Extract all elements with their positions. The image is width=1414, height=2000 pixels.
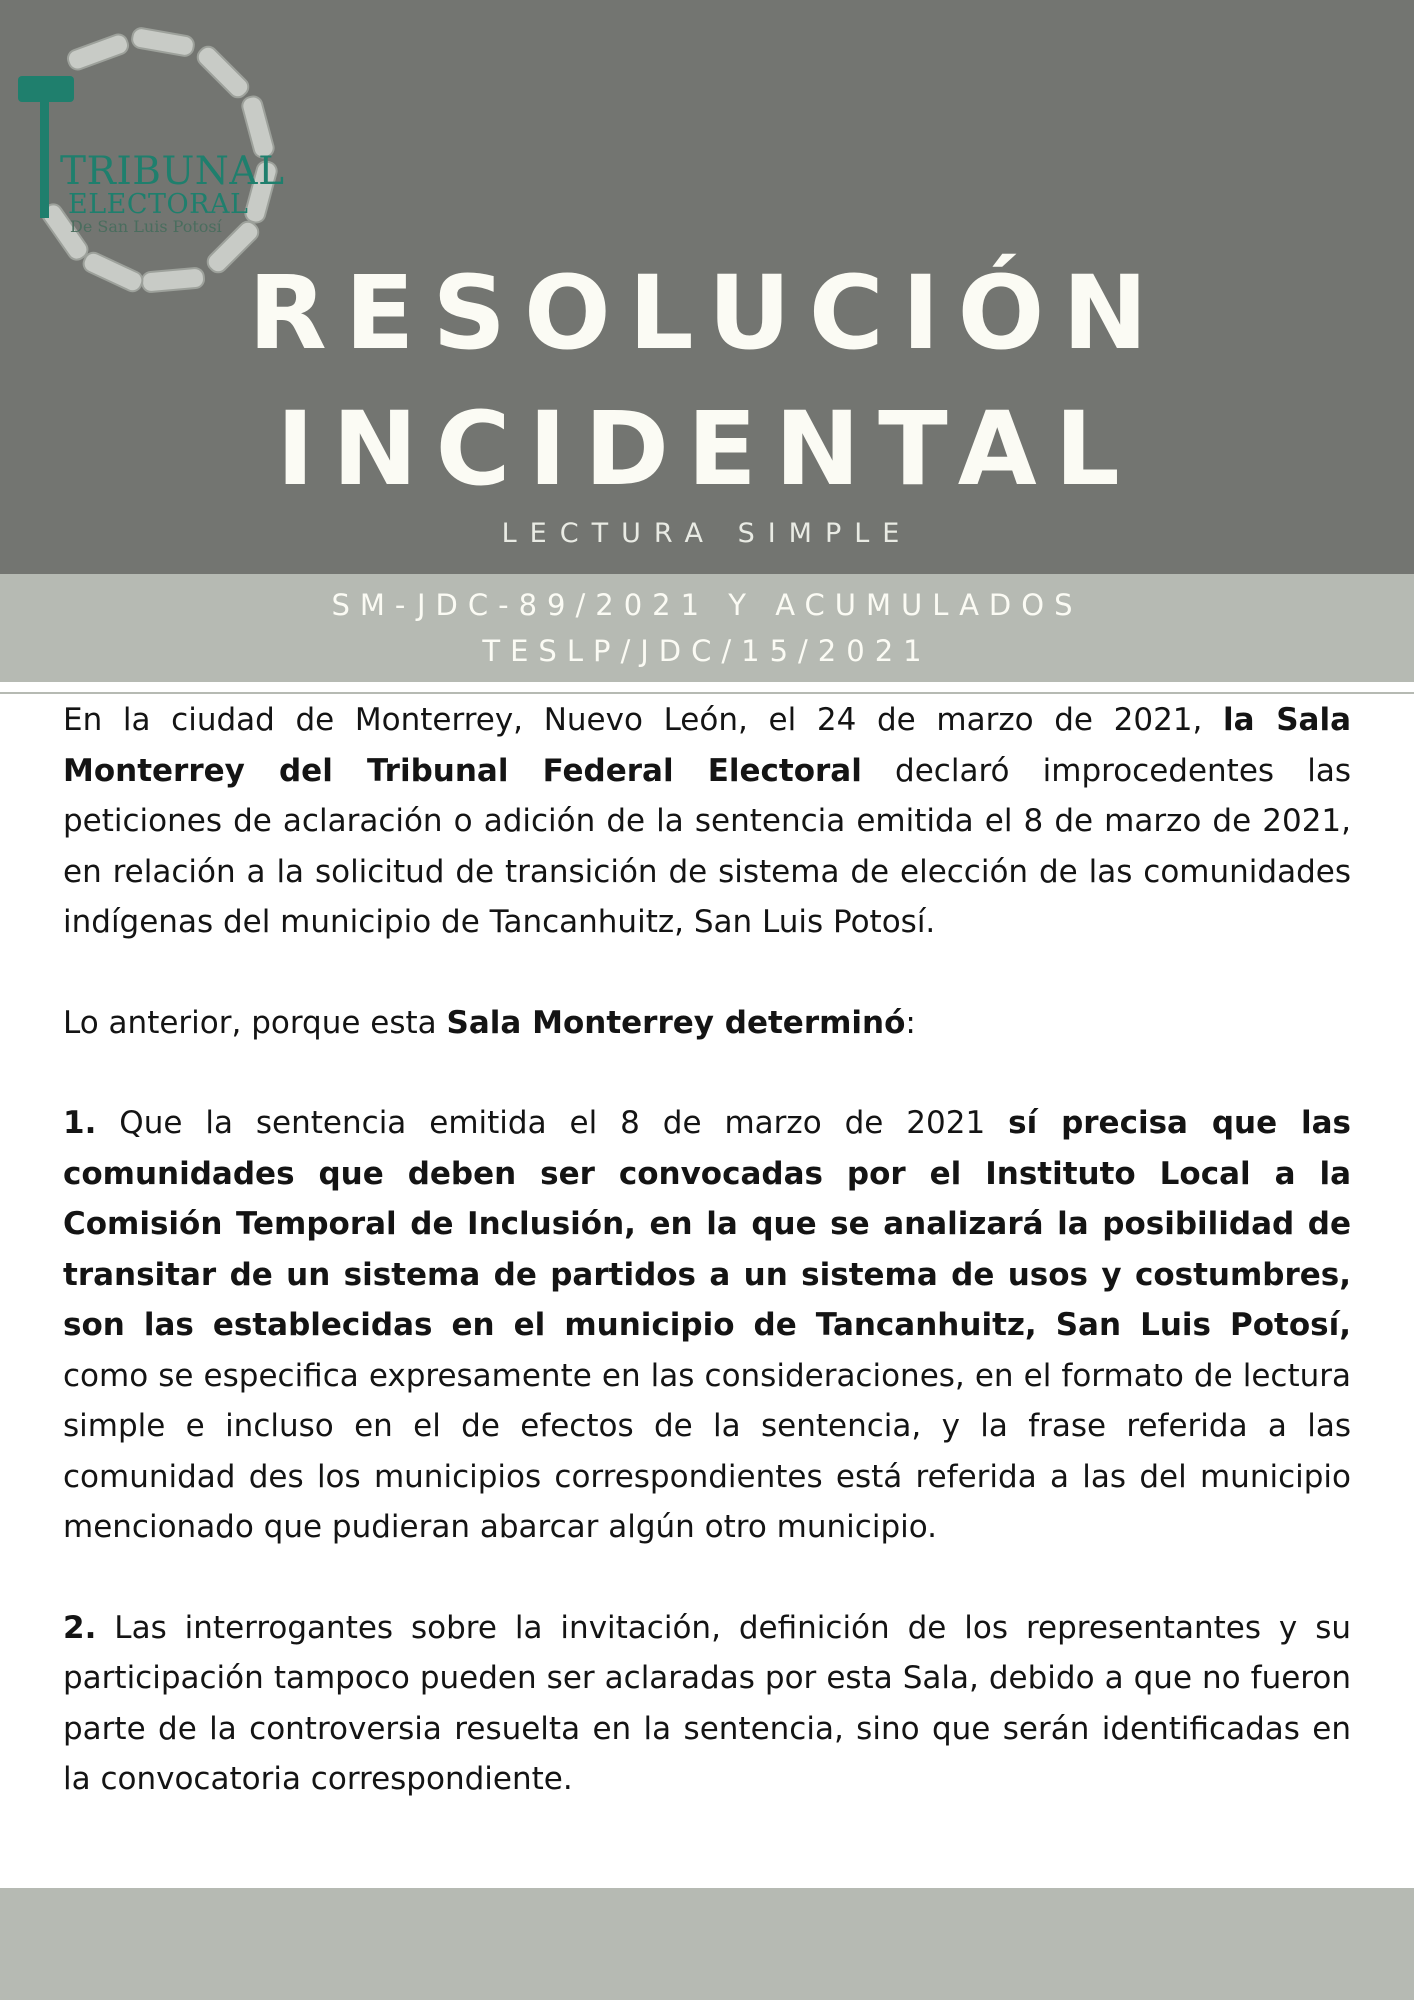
logo-line-tribunal: TRIBUNAL (60, 149, 285, 194)
divider-line (0, 692, 1414, 694)
header-banner (0, 0, 1414, 574)
bold-text: sí precisa que las comunidades que deben ser convocadas por el Instituto Local a la Comisión Temporal de Inclusión, en la que se analizará la posibilidad de transitar de un sistema de partidos a un sistema de usos y costumbres, son las establecidas en el municipio de Tancanhuitz, San Luis Potosí, (63, 1105, 1351, 1343)
case-number-primary: SM-JDC-89/2021 Y ACUMULADOS (331, 588, 1083, 622)
title-line-1: RESOLUCIÓN (248, 254, 1166, 373)
point-number: 2. (63, 1609, 97, 1646)
text: Lo anterior, porque esta (63, 1004, 447, 1041)
bold-text: Sala Monterrey determinó (446, 1004, 906, 1041)
text: En la ciudad de Monterrey, Nuevo León, el 24 de marzo de 2021, (63, 702, 1224, 738)
text: Las interrogantes sobre la invitación, definición de los representantes y su participación tampoco pueden ser aclaradas por esta Sala, debido a que no fueron parte de la controversia resuelta en la sentencia, sino que serán identificadas en la convocatoria correspondiente. (63, 1609, 1351, 1797)
text: Que la sentencia emitida el 8 de marzo de 2021 (96, 1105, 1009, 1141)
logo-line-state: De San Luis Potosí (70, 217, 222, 236)
logo-wordmark (60, 149, 285, 236)
resolution-body (63, 695, 1351, 1855)
title-line-2: INCIDENTAL (276, 390, 1138, 509)
logo-line-electoral: ELECTORAL (68, 189, 249, 220)
case-number-band (0, 574, 1414, 682)
text: declaró improcedentes las peticiones de aclaración o adición de la sentencia emitida el 8 de marzo de 2021, en relación a la solicitud de transición de sistema de elección de las comunidades indígenas del municipio de Tancanhuitz, San Luis Potosí. (63, 752, 1351, 940)
page-title (0, 246, 1414, 518)
paragraph-determination (63, 998, 1351, 1049)
point-number: 1. (63, 1105, 97, 1141)
text: : (905, 1004, 916, 1041)
bold-text: la Sala Monterrey del Tribunal Federal Electoral (63, 702, 1351, 789)
case-number-secondary: TESLP/JDC/15/2021 (482, 634, 932, 668)
paragraph-point-2 (63, 1603, 1351, 1805)
paragraph-intro (63, 695, 1351, 948)
subtitle: LECTURA SIMPLE (501, 518, 913, 549)
text: como se especifica expresamente en las consideraciones, en el formato de lectura simple e incluso en el de efectos de la sentencia, y la frase referida a las comunidad des los municipios correspondientes está referida a las del municipio mencionado que pudieran abarcar algún otro municipio. (63, 1357, 1351, 1545)
footer-band (0, 1888, 1414, 2000)
paragraph-point-1 (63, 1098, 1351, 1553)
